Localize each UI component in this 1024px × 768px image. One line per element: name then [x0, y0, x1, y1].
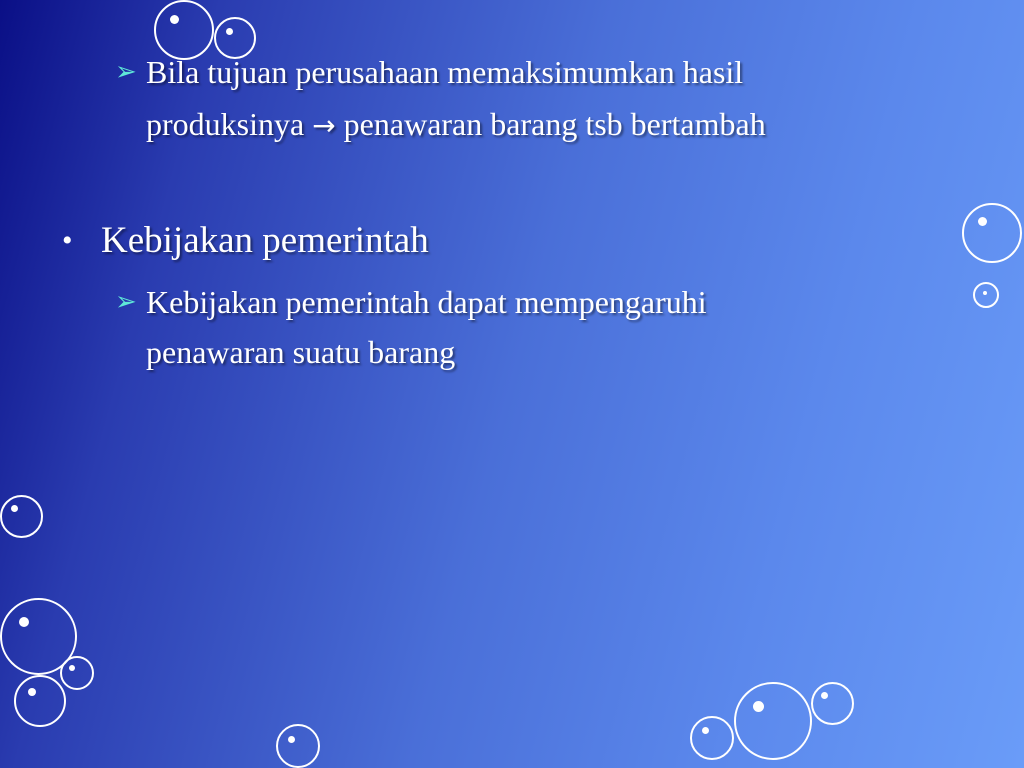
bubble-decoration	[0, 495, 43, 538]
sub-bullet-2-line-1: Kebijakan pemerintah dapat mempengaruhi	[146, 284, 707, 320]
bubble-decoration	[690, 716, 734, 760]
arrow-bullet-icon: ➢	[115, 57, 137, 87]
bubble-decoration	[962, 203, 1022, 263]
right-arrow-icon: →	[312, 109, 336, 142]
sub-bullet-1-line-3-text: penawaran barang tsb bertambah	[343, 106, 766, 142]
bubble-decoration	[14, 675, 66, 727]
bubble-decoration	[154, 0, 214, 60]
arrow-bullet-icon: ➢	[115, 287, 137, 317]
bubble-decoration	[276, 724, 320, 768]
bubble-decoration	[811, 682, 854, 725]
sub-bullet-1-line-1: Bila tujuan perusahaan memaksimumkan hasil	[146, 54, 744, 90]
sub-bullet-1-line-2	[146, 104, 766, 146]
sub-bullet-2-line-2: penawaran suatu barang	[146, 334, 456, 370]
bubble-decoration	[734, 682, 812, 760]
bubble-decoration	[973, 282, 999, 308]
bubble-decoration	[60, 656, 94, 690]
sub-bullet-1-line-2-text: produksinya	[146, 106, 305, 142]
dot-bullet-icon: •	[62, 224, 73, 257]
main-bullet-heading: Kebijakan pemerintah	[101, 220, 429, 261]
